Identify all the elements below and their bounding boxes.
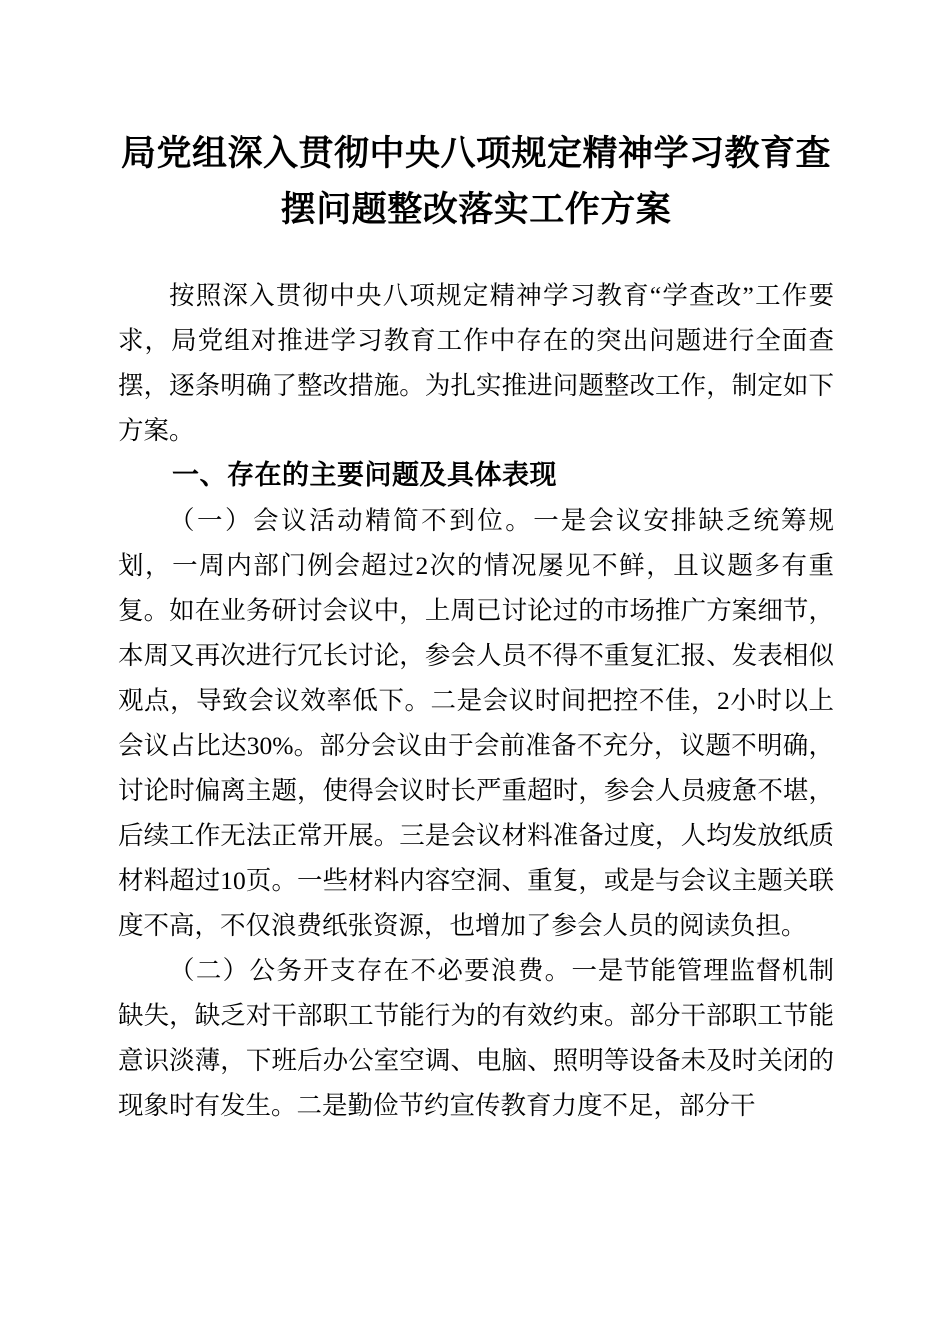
document-body (118, 273, 834, 1128)
item-1-lead: （一）会议活动精简不到位。 (169, 506, 534, 535)
document-title: 局党组深入贯彻中央八项规定精神学习教育查摆问题整改落实工作方案 (120, 134, 831, 229)
intro-paragraph: 按照深入贯彻中央八项规定精神学习教育“学查改”工作要求，局党组对推进学习教育工作中存在的突出问题进行全面查摆，逐条明确了整改措施。为扎实推进问题整改工作，制定如下方案。 (118, 281, 834, 445)
item-2-lead: （二）公务开支存在不必要浪费。 (169, 956, 572, 985)
item-1-paragraph (118, 498, 834, 948)
section-1-heading: 一、存在的主要问题及具体表现 (172, 460, 557, 490)
item-1-text: 一是会议安排缺乏统筹规划，一周内部门例会超过2次的情况屡见不鲜，且议题多有重复。如在业务研讨会议中，上周已讨论过的市场推广方案细节，本周又再次进行冗长讨论，参会人员不得不重复汇报、发表相似观点，导致会议效率低下。二是会议时间把控不佳，2小时以上会议占比达30%。部分会议由于会前准备不充分，议题不明确，讨论时偏离主题，使得会议时长严重超时，参会人员疲惫不堪，后续工作无法正常开展。三是会议材料准备过度，人均发放纸质材料超过10页。一些材料内容空洞、重复，或是与会议主题关联度不高，不仅浪费纸张资源，也增加了参会人员的阅读负担。 (118, 506, 834, 940)
item-2-text: 一是节能管理监督机制缺失，缺乏对干部职工节能行为的有效约束。部分干部职工节能意识淡薄，下班后办公室空调、电脑、照明等设备未及时关闭的现象时有发生。二是勤俭节约宣传教育力度不足，部分干 (118, 956, 834, 1120)
item-2-paragraph (118, 948, 834, 1128)
